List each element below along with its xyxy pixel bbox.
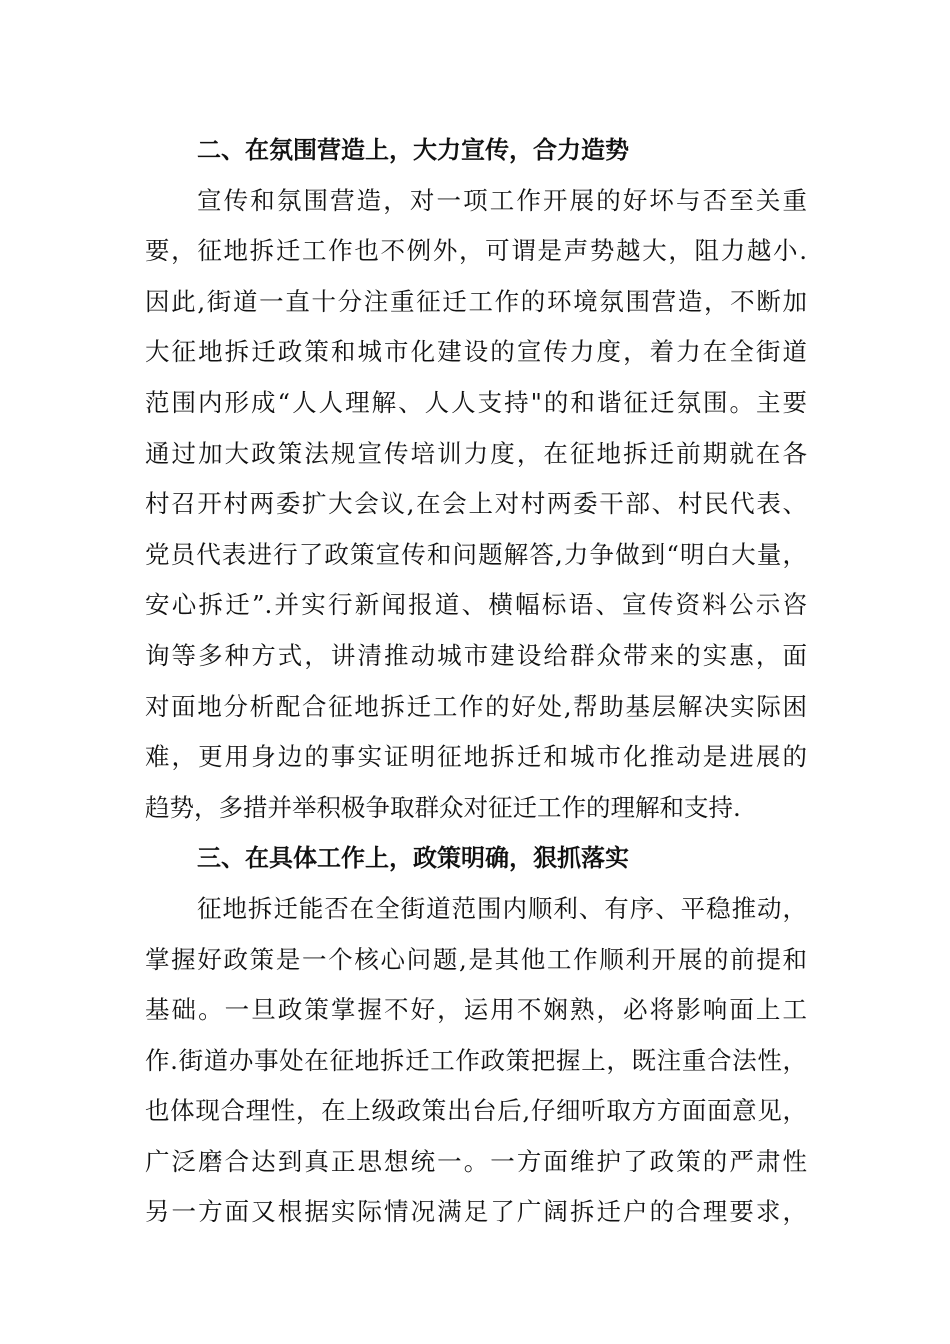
paragraph-line: 党员代表进行了政策宣传和问题解答,力争做到“明白大量， xyxy=(145,539,807,569)
paragraph-line: 另一方面又根据实际情况满足了广阔拆迁户的合理要求， xyxy=(145,1197,807,1227)
paragraph-line: 也体现合理性，在上级政策出台后,仔细听取方方面面意见， xyxy=(145,1096,807,1126)
paragraph-line: 对面地分析配合征地拆迁工作的好处,帮助基层解决实际困 xyxy=(145,691,807,721)
paragraph-line: 掌握好政策是一个核心问题,是其他工作顺利开展的前提和 xyxy=(145,944,807,974)
paragraph-line: 趋势，多措并举积极争取群众对征迁工作的理解和支持. xyxy=(145,792,741,822)
paragraph-line: 作.街道办事处在征地拆迁工作政策把握上，既注重合法性， xyxy=(145,1045,807,1075)
paragraph-line: 村召开村两委扩大会议,在会上对村两委干部、村民代表、 xyxy=(145,489,807,519)
paragraph-line: 安心拆迁”.并实行新闻报道、横幅标语、宣传资料公示咨 xyxy=(145,590,807,620)
paragraph-line: 基础。一旦政策掌握不好，运用不娴熟，必将影响面上工 xyxy=(145,995,807,1025)
paragraph-line: 难，更用身边的事实证明征地拆迁和城市化推动是进展的 xyxy=(145,742,807,772)
paragraph-line: 要，征地拆迁工作也不例外，可谓是声势越大，阻力越小. xyxy=(145,236,807,266)
paragraph-line: 范围内形成“人人理解、人人支持"的和谐征迁氛围。主要 xyxy=(145,387,807,417)
section-heading: 二、在氛围营造上，大力宣传，合力造势 xyxy=(197,136,629,164)
paragraph-line: 询等多种方式，讲清推动城市建设给群众带来的实惠，面 xyxy=(145,640,807,670)
paragraph-line: 通过加大政策法规宣传培训力度，在征地拆迁前期就在各 xyxy=(145,438,807,468)
section-heading: 三、在具体工作上，政策明确，狠抓落实 xyxy=(197,844,629,873)
paragraph-line: 广泛磨合达到真正思想统一。一方面维护了政策的严肃性 xyxy=(145,1146,807,1176)
paragraph-line: 征地拆迁能否在全街道范围内顺利、有序、平稳推动， xyxy=(197,893,807,923)
document-page xyxy=(145,125,807,1238)
paragraph-line: 大征地拆迁政策和城市化建设的宣传力度，着力在全街道 xyxy=(145,337,807,367)
paragraph-line: 因此,街道一直十分注重征迁工作的环境氛围营造，不断加 xyxy=(145,286,807,316)
paragraph-line: 宣传和氛围营造，对一项工作开展的好坏与否至关重 xyxy=(197,185,807,215)
